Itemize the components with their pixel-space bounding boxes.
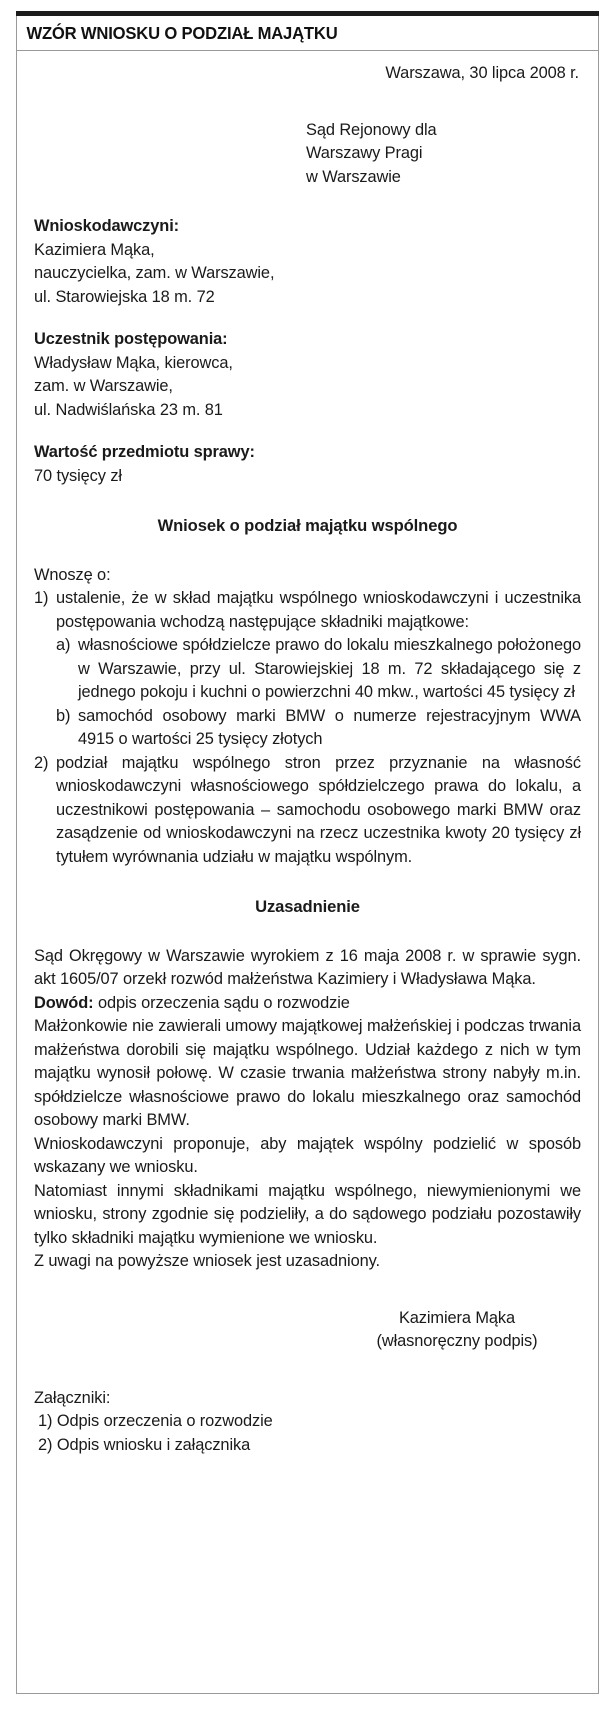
spacer — [34, 538, 581, 564]
request-subitem-marker: b) — [56, 706, 71, 725]
evidence-label: Dowód: — [34, 993, 94, 1012]
attachments-block — [34, 1387, 581, 1458]
spacer — [34, 86, 581, 119]
request-item-text: ustalenie, że w skład majątku wspólnego wnioskodawczyni i uczestnika postępowania wchodzą następujące składniki majątkowe: — [56, 589, 581, 631]
participant-line-2: zam. w Warszawie, — [34, 377, 173, 395]
place-date-line: Warszawa, 30 lipca 2008 r. — [385, 64, 579, 82]
court-line-1: Sąd Rejonowy dla — [306, 120, 437, 139]
participant-line-3: ul. Nadwiślańska 23 m. 81 — [34, 400, 223, 419]
spacer — [34, 869, 581, 895]
court-line-2: Warszawy Pragi — [306, 144, 423, 162]
applicant-line-2: nauczycielka, zam. w Warszawie, — [34, 264, 275, 282]
main-heading: Wniosek o podział majątku wspólnego — [157, 516, 458, 535]
signature-note: (własnoręczny podpis) — [376, 1332, 538, 1350]
request-item-marker: 2) — [34, 753, 49, 772]
spacer — [34, 1274, 581, 1307]
spacer — [34, 422, 581, 441]
court-line-3: w Warszawie — [306, 167, 401, 186]
justification-heading: Uzasadnienie — [255, 897, 360, 916]
justification-paragraph: Sąd Okręgowy w Warszawie wyrokiem z 16 maja 2008 r. w sprawie sygn. akt 1605/07 orzekł rozwód małżeństwa Kazimiery i Władysława Mąka. — [34, 946, 581, 988]
case-value-block — [34, 441, 581, 488]
justification-paragraph: Wnioskodawczyni proponuje, aby majątek wspólny podzielić w sposób wskazany we wniosku. — [34, 1134, 581, 1176]
case-value-amount: 70 tysięcy zł — [34, 466, 122, 485]
spacer — [34, 309, 581, 328]
attachment-item: 2) Odpis wniosku i załącznika — [38, 1435, 251, 1454]
spacer — [34, 488, 581, 514]
justification-paragraph: Natomiast innymi składnikami majątku wspólnego, niewymienionymi we wniosku, strony zgodnie się podzieliły, a do sądowego podziału pozostawiły tylko składniki majątku wymienione we wniosku. — [34, 1181, 581, 1247]
request-item-text: podział majątku wspólnego stron przez przyznanie na własność wnioskodawczyni własnościowego spółdzielczego prawa do lokalu, a uczestnikowi postępowania – samochodu osobowego marki BMW oraz zasądzenie od wnioskodawczyni na rzecz uczestnika kwoty 20 tysięcy zł tytułem wyrównania udziału w majątku wspólnym. — [56, 753, 581, 866]
applicant-label: Wnioskodawczyni: — [34, 217, 180, 235]
request-subitem — [56, 634, 581, 705]
request-subitem-text: samochód osobowy marki BMW o numerze rejestracyjnym WWA 4915 o wartości 25 tysięcy złotych — [78, 706, 581, 748]
request-intro: Wnoszę o: — [34, 565, 111, 584]
evidence-text: odpis orzeczenia sądu o rozwodzie — [97, 993, 350, 1012]
request-subitem — [56, 705, 581, 752]
request-item — [34, 587, 581, 634]
applicant-line-1: Kazimiera Mąka, — [34, 240, 155, 259]
title-bar — [16, 16, 599, 51]
participant-block — [34, 328, 581, 422]
document-body — [16, 52, 599, 1694]
spacer — [34, 1354, 581, 1387]
page-title: WZÓR WNIOSKU O PODZIAŁ MAJĄTKU — [26, 22, 338, 43]
signature-name: Kazimiera Mąka — [398, 1308, 516, 1327]
signature-block — [332, 1307, 582, 1354]
evidence-line — [34, 992, 581, 1016]
request-item-marker: 1) — [34, 589, 49, 607]
request-subitem-marker: a) — [56, 636, 71, 654]
request-subitem-text: własnościowe spółdzielcze prawo do lokalu mieszkalnego położonego w Warszawie, przy ul. Starowiejskiej 18 m. 72 składającego się z jednego pokoju i kuchni o powierzchni 40 mkw., wartości 45 tysięcy zł — [78, 636, 581, 701]
justification-paragraph: Małżonkowie nie zawierali umowy majątkowej małżeńskiej i podczas trwania małżeństwa dorobili się majątku wspólnego. Udział każdego z nich w tym majątku wynosił połowę. W czasie trwania małżeństwa strony nabyły m.in. spółdzielcze własnościowe prawo do lokalu mieszkalnego oraz samochód osobowy marki BMW. — [34, 1017, 581, 1129]
participant-line-1: Władysław Mąka, kierowca, — [34, 353, 233, 372]
case-value-label: Wartość przedmiotu sprawy: — [34, 443, 255, 461]
request-item — [34, 752, 581, 870]
attachments-label: Załączniki: — [34, 1388, 111, 1407]
participant-label: Uczestnik postępowania: — [34, 330, 228, 348]
justification-closing: Z uwagi na powyższe wniosek jest uzasadniony. — [34, 1252, 380, 1270]
attachment-item: 1) Odpis orzeczenia o rozwodzie — [38, 1412, 273, 1430]
applicant-line-3: ul. Starowiejska 18 m. 72 — [34, 287, 215, 306]
court-address-block — [306, 119, 581, 190]
spacer — [34, 919, 581, 945]
spacer — [34, 189, 581, 215]
applicant-block — [34, 215, 581, 309]
